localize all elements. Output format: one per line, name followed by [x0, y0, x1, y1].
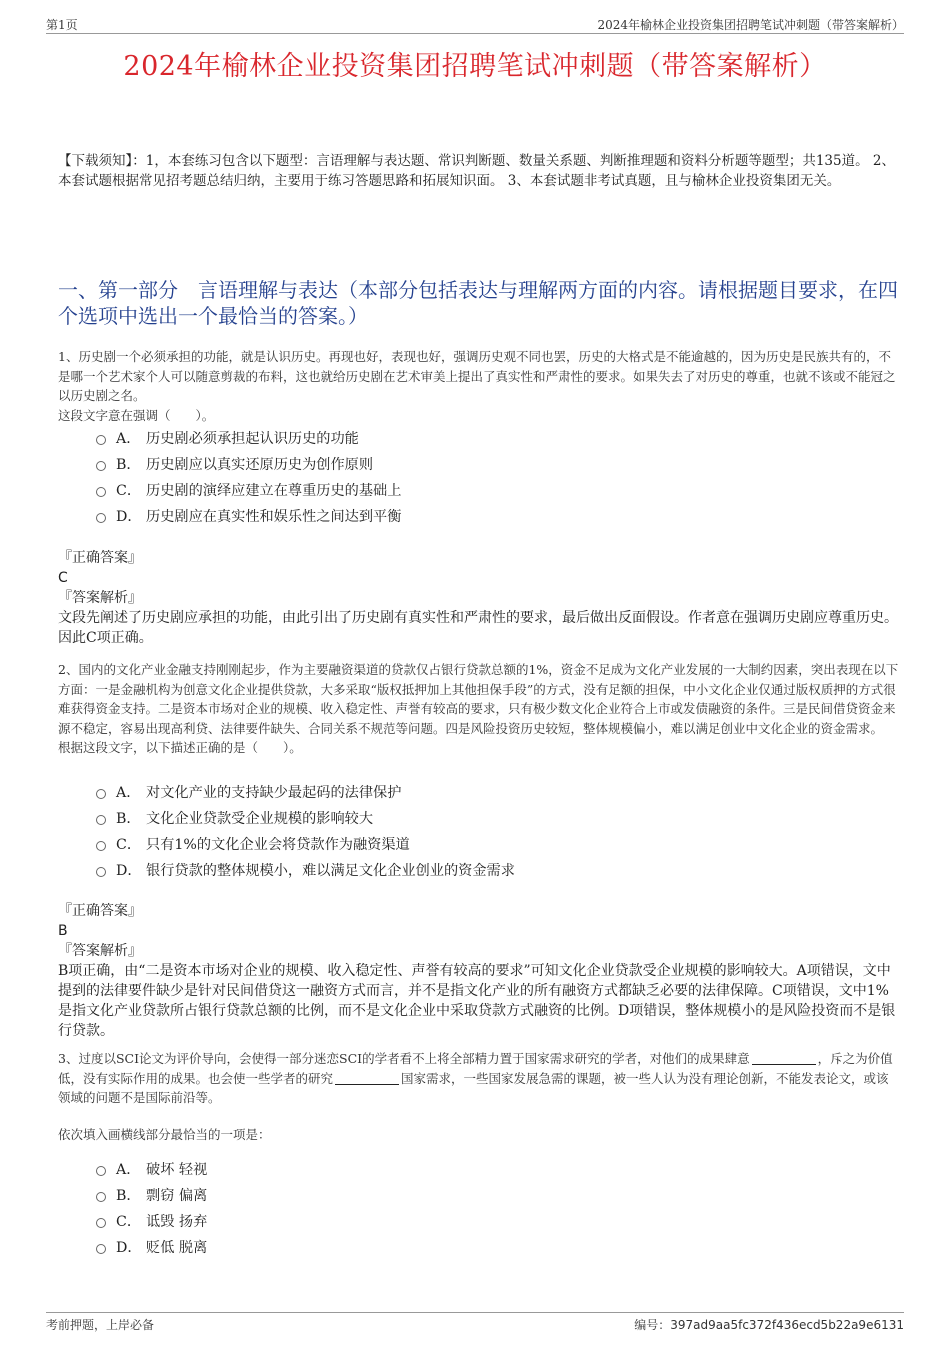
option-text: 历史剧应以真实还原历史为创作原则 [146, 457, 374, 473]
radio-icon[interactable] [96, 461, 106, 471]
option-text: 历史剧应在真实性和娱乐性之间达到平衡 [146, 509, 402, 525]
option-letter: D． [116, 1240, 142, 1256]
option-letter: A． [116, 785, 141, 801]
header-doc-title: 2024年榆林企业投资集团招聘笔试冲刺题（带答案解析） [597, 18, 904, 32]
footer-slogan: 考前押题，上岸必备 [46, 1318, 155, 1332]
radio-icon[interactable] [96, 487, 106, 497]
option-1a[interactable] [96, 425, 876, 451]
option-letter: D． [116, 509, 142, 525]
option-text: 剽窃 偏离 [146, 1188, 208, 1204]
footer-code [634, 1316, 904, 1333]
question-2-stem [58, 660, 900, 758]
question-3-text-2: ，斥之为价值低，没有实际作用的成果。也会使一些学者的研究 [58, 1051, 893, 1086]
page-number: 第1页 [46, 18, 78, 32]
option-letter: C． [116, 483, 142, 499]
question-1-answer [58, 548, 900, 648]
question-3-text-3: 国家需求，一些国家发展急需的课题，被一些人认为没有理论创新，不能发表论文，或该领域的问题不是国际前沿等。 [58, 1070, 889, 1105]
option-letter: B． [116, 457, 141, 473]
question-3-prompt: 依次填入画横线部分最恰当的一项是： [58, 1127, 271, 1142]
option-1b[interactable] [96, 451, 876, 477]
question-1-prompt: 这段文字意在强调（ ）。 [58, 407, 215, 423]
radio-icon[interactable] [96, 841, 106, 851]
option-3d[interactable] [96, 1234, 876, 1260]
analysis-label: 『答案解析』 [58, 590, 142, 606]
analysis-label: 『答案解析』 [58, 943, 142, 959]
document-title: 2024年榆林企业投资集团招聘笔试冲刺题（带答案解析） [123, 51, 827, 82]
option-text: 诋毁 扬弃 [146, 1214, 208, 1230]
option-text: 对文化产业的支持缺少最起码的法律保护 [146, 785, 402, 801]
question-2-options [96, 779, 876, 883]
option-text: 贬低 脱离 [146, 1240, 208, 1256]
option-text: 历史剧必须承担起认识历史的功能 [146, 431, 359, 447]
option-letter: D． [116, 863, 142, 879]
answer-label: 『正确答案』 [58, 550, 142, 566]
option-letter: C． [116, 837, 142, 853]
option-text: 破坏 轻视 [146, 1162, 208, 1178]
option-2d[interactable] [96, 857, 876, 883]
page-footer [46, 1312, 904, 1334]
radio-icon[interactable] [96, 815, 106, 825]
question-3-text-1: 3、过度以SCI论文为评价导向，会使得一部分迷恋SCI的学者看不上将全部精力置于国家需求研究的学者，对他们的成果肆意 [58, 1051, 750, 1066]
section-heading: 一、第一部分 言语理解与表达（本部分包括表达与理解两方面的内容。请根据题目要求，在四个选项中选出一个最恰当的答案。） [58, 278, 898, 328]
question-1-text: 1、历史剧一个必须承担的功能，就是认识历史。再现也好，表现也好，强调历史观不同也罢，历史的大格式是不能逾越的，因为历史是民族共有的，不是哪一个艺术家个人可以随意剪裁的布料，这也就给历史剧在艺术审美上提出了真实性和严肃性的要求。如果失去了对历史的尊重，也就不该或不能冠之以历史剧之名。 [58, 349, 896, 403]
option-1d[interactable] [96, 503, 876, 529]
option-letter: B． [116, 811, 141, 827]
fill-blank-1[interactable] [752, 1051, 816, 1065]
question-2-answer [58, 901, 900, 1041]
radio-icon[interactable] [96, 789, 106, 799]
question-2-text: 2、国内的文化产业金融支持刚刚起步，作为主要融资渠道的贷款仅占银行贷款总额的1%，资金不足成为文化产业发展的一大制约因素，突出表现在以下方面：一是金融机构为创意文化企业提供贷款，大多采取“版权抵押加上其他担保手段”的方式，没有足额的担保，中小文化企业仅通过版权质押的方式很难获得资金支持。二是资本市场对企业的规模、收入稳定性、声誉有较高的要求，只有极少数文化企业符合上市或发债融资的条件。三是民间借贷资金来源不稳定，容易出现高利贷、法律要件缺失、合同关系不规范等问题。四是风险投资历史较短，整体规模偏小，难以满足创业中文化企业的资金需求。 [58, 662, 899, 736]
analysis-text: B项正确，由“二是资本市场对企业的规模、收入稳定性、声誉有较高的要求”可知文化企业贷款受企业规模的影响较大。A项错误，文中提到的法律要件缺少是针对民间借贷这一融资方式而言，并不是指文化产业的所有融资方式都缺乏必要的法律保障。C项错误，文中1%是指文化产业贷款所占银行贷款总额的比例，而不是文化企业中采取贷款方式融资的比例。D项错误，整体规模小的是风险投资而不是银行贷款。 [58, 963, 896, 1039]
option-text: 银行贷款的整体规模小，难以满足文化企业创业的资金需求 [146, 863, 515, 879]
option-letter: A． [116, 1162, 141, 1178]
radio-icon[interactable] [96, 1166, 106, 1176]
option-text: 只有1%的文化企业会将贷款作为融资渠道 [146, 837, 410, 853]
radio-icon[interactable] [96, 513, 106, 523]
download-notice: 【下载须知】：1，本套练习包含以下题型：言语理解与表达题、常识判断题、数量关系题、判断推理题和资料分析题等题型；共135道。 2、本套试题根据常见招考题总结归纳，主要用于练习答题思路和拓展知识面。 3、本套试题非考试真题，且与榆林企业投资集团无关。 [58, 153, 895, 189]
option-letter: B． [116, 1188, 141, 1204]
question-1-options [96, 425, 876, 529]
radio-icon[interactable] [96, 867, 106, 877]
option-3b[interactable] [96, 1182, 876, 1208]
question-2-prompt: 根据这段文字，以下描述正确的是（ ）。 [58, 740, 302, 755]
fill-blank-2[interactable] [335, 1071, 399, 1085]
analysis-text: 文段先阐述了历史剧应承担的功能，由此引出了历史剧有真实性和严肃性的要求，最后做出反面假设。作者意在强调历史剧应尊重历史。因此C项正确。 [58, 610, 898, 646]
question-3-options [96, 1156, 876, 1260]
answer-value: C [58, 570, 68, 586]
option-2b[interactable] [96, 805, 876, 831]
question-1-stem [58, 347, 900, 425]
option-letter: A． [116, 431, 141, 447]
option-1c[interactable] [96, 477, 876, 503]
radio-icon[interactable] [96, 1218, 106, 1228]
question-3-stem [58, 1049, 900, 1108]
answer-value: B [58, 923, 68, 939]
code-value: 397ad9aa5fc372f436ecd5b22a9e6131 [670, 1318, 904, 1332]
option-2a[interactable] [96, 779, 876, 805]
option-text: 历史剧的演绎应建立在尊重历史的基础上 [146, 483, 402, 499]
option-letter: C． [116, 1214, 142, 1230]
radio-icon[interactable] [96, 1244, 106, 1254]
option-text: 文化企业贷款受企业规模的影响较大 [146, 811, 374, 827]
code-label: 编号： [634, 1318, 671, 1332]
radio-icon[interactable] [96, 435, 106, 445]
answer-label: 『正确答案』 [58, 903, 142, 919]
option-3a[interactable] [96, 1156, 876, 1182]
page-header [46, 14, 904, 34]
option-3c[interactable] [96, 1208, 876, 1234]
radio-icon[interactable] [96, 1192, 106, 1202]
option-2c[interactable] [96, 831, 876, 857]
